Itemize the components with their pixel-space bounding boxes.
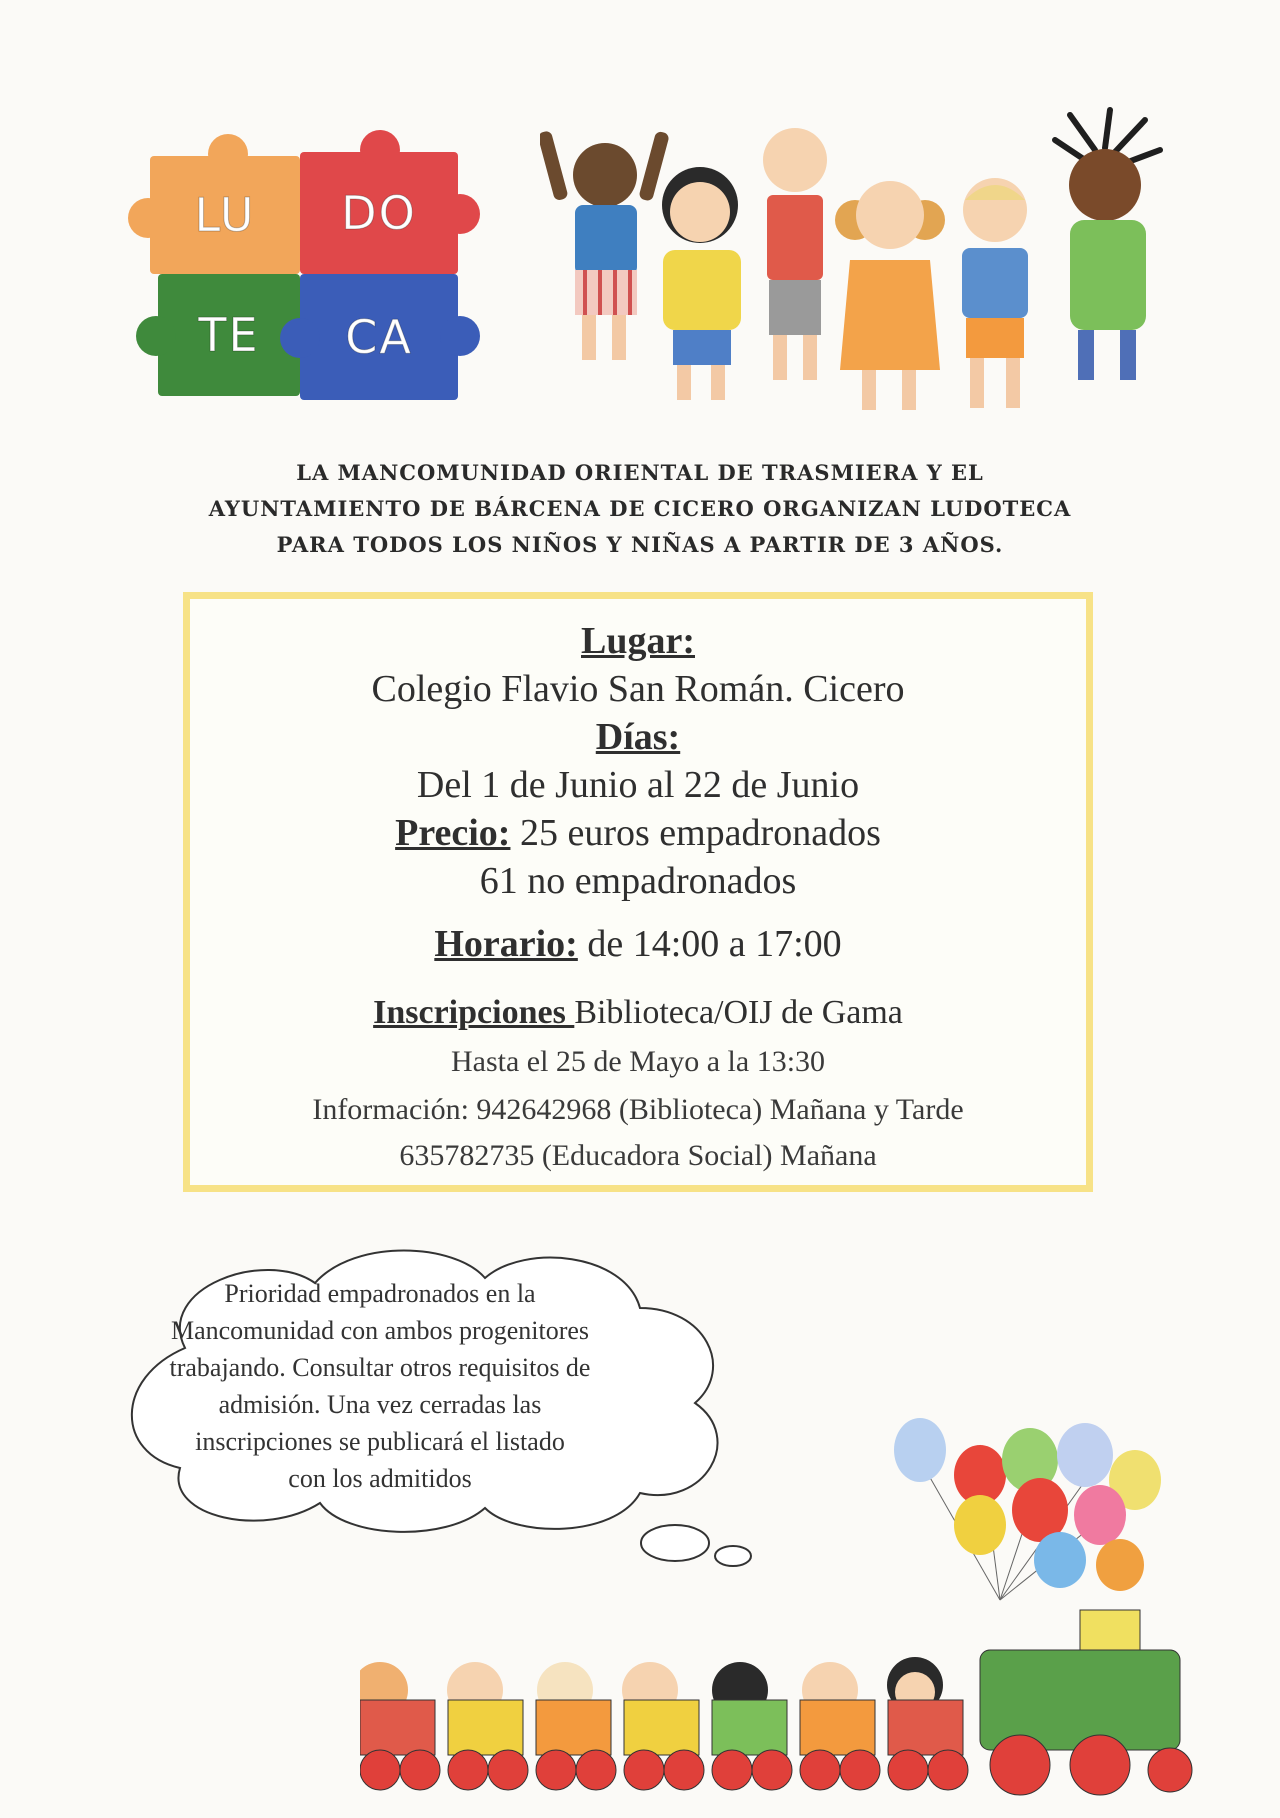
dias-label: Días: [595,716,681,758]
cloud-line: Prioridad empadronados en la [224,1279,536,1308]
child-figure [540,130,670,360]
train-illustration [360,1400,1230,1810]
intro-text [150,455,1130,563]
precio-line [190,811,1086,855]
cloud-line: con los admitidos [288,1464,472,1493]
precio-label: Precio: [395,812,511,854]
inscripciones-line [190,994,1086,1032]
child-figure [835,181,945,410]
informacion-text: Información: 942642968 (Biblioteca) Mañana y Tarde [312,1093,964,1126]
child-figure [763,128,827,380]
cloud-line: Mancomunidad con ambos progenitores [170,1316,590,1345]
locomotive [980,1610,1192,1795]
telefono-2-text: 635782735 (Educadora Social) Mañana [399,1139,877,1172]
dias-value: Del 1 de Junio al 22 de Junio [416,764,860,806]
puzzle-piece-lu: LU [150,156,300,274]
wagons [360,1657,968,1790]
lugar-label: Lugar: [581,620,695,662]
cloud-line: inscripciones se publicará el listado [195,1427,565,1456]
cloud-line: trabajando. Consultar otros requisitos de [169,1353,591,1382]
inscripciones-value: Biblioteca/OIJ de Gama [574,994,903,1031]
cloud-line: admisión. Una vez cerradas las [218,1390,542,1419]
ludoteca-logo [120,140,470,400]
intro-line: PARA TODOS LOS NIÑOS Y NIÑAS A PARTIR DE 3 AÑOS. [276,532,1004,557]
children-illustration [540,100,1180,410]
child-figure [1055,110,1160,380]
horario-value: de 14:00 a 17:00 [577,923,842,965]
intro-line: LA MANCOMUNIDAD ORIENTAL DE TRASMIERA Y EL [296,460,984,485]
horario-label: Horario: [434,923,578,965]
precio-value-2: 61 no empadronados [479,860,797,902]
precio-value: 25 euros empadronados [510,812,881,854]
horario-line [190,922,1086,966]
balloons [894,1418,1161,1600]
info-box [183,592,1093,1192]
lugar-value: Colegio Flavio San Román. Cicero [371,668,905,710]
intro-line: AYUNTAMIENTO DE BÁRCENA DE CICERO ORGANIZAN LUDOTECA [208,496,1072,521]
child-figure [962,178,1028,408]
puzzle-piece-do: DO [300,152,458,274]
child-figure [662,167,741,400]
inscripciones-label: Inscripciones [373,994,575,1031]
puzzle-piece-te: TE [158,274,300,396]
hasta-text: Hasta el 25 de Mayo a la 13:30 [450,1045,826,1078]
puzzle-piece-ca: CA [300,274,458,400]
